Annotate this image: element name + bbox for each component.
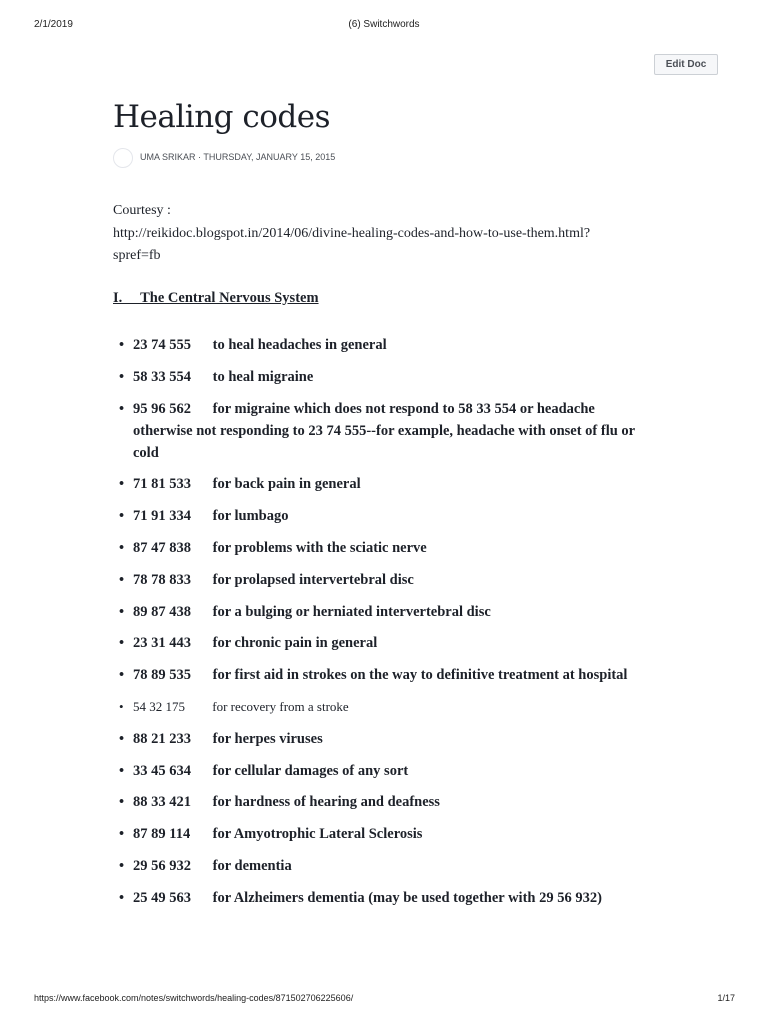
code-number: 25 49 563 — [133, 889, 191, 906]
bullet-icon: • — [119, 826, 125, 843]
code-description: to heal migraine — [212, 368, 314, 385]
list-item — [113, 505, 653, 527]
bullet-icon: • — [119, 635, 125, 652]
page-number: 1/17 — [717, 993, 735, 1003]
bullet-icon: • — [119, 698, 124, 714]
healing-codes-list — [113, 334, 653, 919]
print-title: (6) Switchwords — [348, 19, 420, 30]
list-item — [113, 664, 653, 686]
code-description: for first aid in strokes on the way to definitive treatment at hospital — [212, 667, 628, 684]
code-description: for chronic pain in general — [212, 635, 378, 652]
code-description: for Amyotrophic Lateral Sclerosis — [212, 826, 423, 843]
code-number: 71 91 334 — [133, 508, 191, 525]
list-item — [113, 728, 653, 750]
code-number: 23 31 443 — [133, 635, 191, 652]
code-number: 23 74 555 — [133, 337, 191, 353]
bullet-icon: • — [119, 762, 125, 779]
list-item — [113, 334, 653, 356]
list-item — [113, 696, 653, 718]
author-avatar[interactable] — [113, 148, 133, 168]
bullet-icon: • — [119, 400, 125, 417]
print-date: 2/1/2019 — [34, 19, 73, 30]
list-item — [113, 473, 653, 495]
list-item — [113, 823, 653, 845]
code-number: 88 21 233 — [133, 730, 191, 747]
code-number: 33 45 634 — [133, 762, 191, 779]
code-description: for problems with the sciatic nerve — [212, 539, 427, 556]
bullet-icon: • — [119, 539, 125, 556]
list-item — [113, 791, 653, 813]
bullet-icon: • — [119, 476, 125, 493]
bullet-icon: • — [119, 337, 125, 353]
bullet-icon: • — [119, 857, 125, 874]
list-item — [113, 632, 653, 654]
byline-text — [140, 152, 335, 162]
code-number: 54 32 175 — [133, 698, 185, 714]
print-footer — [0, 990, 768, 1010]
list-item — [113, 537, 653, 559]
list-item — [113, 855, 653, 877]
courtesy-label: Courtesy : — [113, 203, 171, 218]
code-number: 71 81 533 — [133, 476, 191, 493]
code-number: 88 33 421 — [133, 794, 191, 811]
code-number: 87 89 114 — [133, 826, 191, 843]
bullet-icon: • — [119, 667, 125, 684]
section-heading: I. The Central Nervous System — [113, 290, 319, 306]
bullet-icon: • — [119, 603, 125, 620]
code-description: for back pain in general — [212, 476, 361, 493]
code-description: for cellular damages of any sort — [212, 762, 409, 779]
code-number: 89 87 438 — [133, 603, 191, 620]
print-header — [0, 0, 768, 30]
bullet-icon: • — [119, 508, 125, 525]
code-description: for hardness of hearing and deafness — [212, 794, 440, 811]
page-url: https://www.facebook.com/notes/switchwords/healing-codes/871502706225606/ — [34, 993, 354, 1003]
code-description: for Alzheimers dementia (may be used together with 29 56 932) — [212, 889, 602, 906]
note-title: Healing codes — [113, 99, 330, 135]
code-number: 29 56 932 — [133, 857, 191, 874]
bullet-icon: • — [119, 794, 125, 811]
bullet-icon: • — [119, 571, 125, 588]
list-item — [113, 569, 653, 591]
bullet-icon: • — [119, 368, 125, 385]
code-number: 78 78 833 — [133, 571, 191, 588]
code-description: to heal headaches in general — [212, 337, 387, 353]
bullet-icon: • — [119, 730, 125, 747]
list-item — [113, 887, 653, 909]
list-item — [113, 366, 653, 388]
code-number: 78 89 535 — [133, 667, 191, 684]
bullet-icon: • — [119, 889, 125, 906]
courtesy-block — [113, 200, 633, 268]
code-number: 87 47 838 — [133, 539, 191, 556]
code-description: for dementia — [212, 857, 292, 874]
code-description: for herpes viruses — [212, 730, 323, 747]
code-description: for migraine which does not respond to 58 33 554 or headache otherwise not responding to 23 74 555--for example, headache with onset of flu or cold — [133, 400, 635, 461]
code-number: 95 96 562 — [133, 400, 191, 417]
code-description: for prolapsed intervertebral disc — [212, 571, 414, 588]
code-description: for a bulging or herniated intervertebral disc — [212, 603, 491, 620]
code-description: for recovery from a stroke — [212, 698, 349, 714]
list-item — [113, 601, 653, 623]
note-date: THURSDAY, JANUARY 15, 2015 — [203, 152, 336, 162]
edit-doc-button[interactable]: Edit Doc — [654, 54, 718, 75]
byline-separator: · — [198, 152, 202, 162]
author-name[interactable]: UMA SRIKAR — [140, 152, 196, 162]
list-item — [113, 760, 653, 782]
code-description: for lumbago — [212, 508, 289, 525]
courtesy-url: http://reikidoc.blogspot.in/2014/06/divine-healing-codes-and-how-to-use-them.html?spref=fb — [113, 225, 591, 263]
code-number: 58 33 554 — [133, 368, 191, 385]
list-item — [113, 398, 653, 464]
